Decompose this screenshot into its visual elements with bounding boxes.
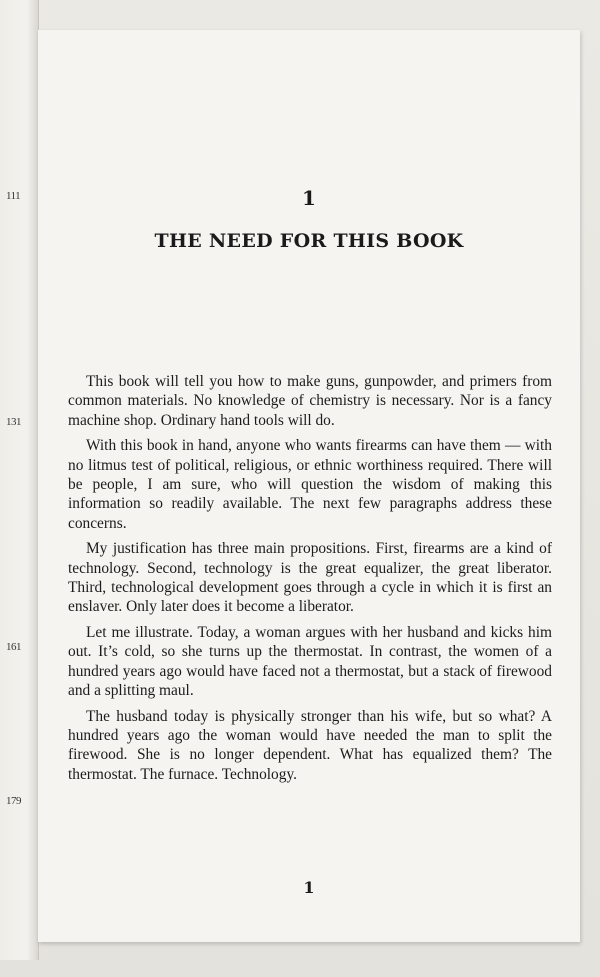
page-number: 1: [303, 878, 315, 897]
left-page-edge: [0, 0, 39, 960]
chapter-title: THE NEED FOR THIS BOOK: [154, 230, 464, 252]
margin-number: 131: [6, 416, 21, 428]
paragraph: With this book in hand, anyone who wants firearms can have them — with no litmus test of political, religious, or ethnic worthiness required. There will be people, I am sure, who will question the wisdom of making this information so readily available. The next few paragraphs address these concerns.: [68, 437, 552, 532]
margin-number: 111: [6, 190, 21, 202]
paragraph: My justification has three main propositions. First, firearms are a kind of technology. Second, technology is the great equalizer, the great liberator. Third, technological development goes through a cycle in which it is first an enslaver. Only later does it become a liberator.: [68, 540, 552, 616]
margin-number: 179: [6, 795, 21, 807]
paragraph: The husband today is physically stronger than his wife, but so what? A hundred years ago the woman would have needed the man to split the firewood. She is no longer dependent. What has equalized them? The thermostat. The furnace. Technology.: [68, 707, 552, 783]
body-text: [68, 372, 552, 790]
paragraph: Let me illustrate. Today, a woman argues with her husband and kicks him out. It’s cold, so she turns up the thermostat. In contrast, the women of a hundred years ago would have faced not a thermostat, but a stack of firewood and a splitting maul.: [68, 623, 552, 700]
margin-number: 161: [6, 641, 21, 653]
paragraph: This book will tell you how to make guns, gunpowder, and primers from common materials. No knowledge of chemistry is necessary. Nor is a fancy machine shop. Ordinary hand tools will do.: [68, 373, 552, 429]
book-page: [38, 30, 580, 942]
chapter-number: 1: [302, 186, 316, 210]
